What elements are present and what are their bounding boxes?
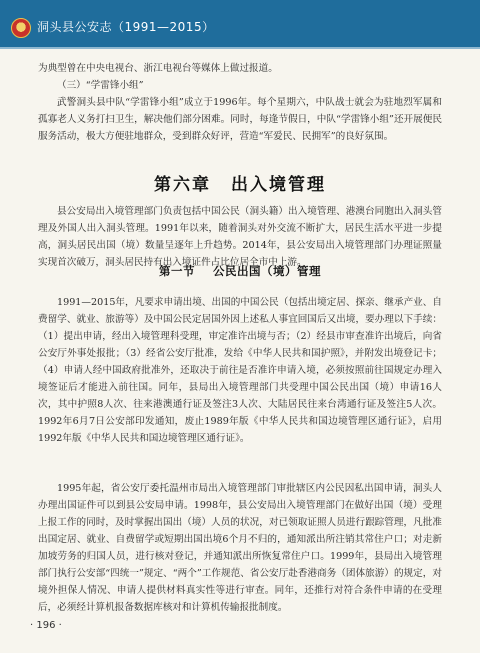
- paragraph-xuelei: 武警洞头县中队“学雷锋小组”成立于1996年。每个星期六，中队战士就会为驻地烈军属和孤寡老人义务打扫卫生，解决他们部分困难。同时，每逢节假日，中队“学雷锋小组”还开展便民服务活动，极大方便驻地群众，受到群众好评，营造“军爱民、民拥军”的良好氛围。: [38, 97, 442, 142]
- book-title: 洞头县公安志（1991—2015）: [37, 20, 215, 34]
- police-emblem-icon: [11, 18, 31, 38]
- chapter-number: 第六章: [154, 175, 211, 195]
- running-header: [0, 0, 480, 47]
- chapter-heading: [0, 170, 480, 195]
- section-number: 第一节: [159, 264, 195, 278]
- chapter-intro-paragraph: 县公安局出入境管理部门负责包括中国公民（洞头籍）出入境管理、港澳台同胞出入洞头管理及外国人出入洞头管理。1991年以来，随着洞头对外交流不断扩大，居民生活水平进一步提高，洞头居民出国（境）数量呈逐年上升趋势。2014年，县公安局出入境管理部门办理证照量实现首次破万，洞头居民持有出入境证件占比位居全市中上游。: [38, 206, 442, 268]
- section-heading: [0, 263, 480, 279]
- body-paragraph-2: 1995年起，省公安厅委托温州市局出入境管理部门审批辖区内公民因私出国申请，洞头人办理出国证件可以到县公安局申请。1998年，县公安局出入境管理部门在做好出国（境）受理上报工作的同时，及时掌握出国出（境）人员的状况，对已领取证照人员进行跟踪管理，凡批准出国定居、就业、自费留学或短期出国出境6个月不归的，通知派出所注销其常住户口；对走新加坡劳务的归国人员，进行核对登记，并通知派出所恢复常住户口。1999年，县局出入境管理部门执行公安部“四统一”规定、“两个”工作规范、省公安厅赴香港商务（团体旅游）的规定，对境外担保人情况、申请人提供材料真实性等进行审查。同年，还推行对符合条件申请的在受理后，必须经计算机报备数据库核对和计算机传输报批制度。: [38, 483, 442, 613]
- carry-over-line: 为典型曾在中央电视台、浙江电视台等媒体上做过报道。: [38, 63, 278, 74]
- subsection-heading: （三）“学雷锋小组”: [57, 80, 144, 91]
- section-title: 公民出国（境）管理: [213, 264, 321, 278]
- page-number: · 196 ·: [30, 620, 62, 631]
- body-paragraph-1: 1991—2015年，凡要求申请出境、出国的中国公民（包括出境定居、探亲、继承产业、自费留学、就业、旅游等）及中国公民定居国外因上述私人事宜回国后又出境，要办理以下手续：（1）提出申请，经出入境管理科受理，审定准许出境与否；（2）经县市审查准许出境后，向省公安厅外事处报批；（3）经省公安厅批准，发给《中华人民共和国护照》，并附发出境登记卡；（4）申请人经中国政府批准外，还取决于前往是否准许申请入境，必须按照前往国规定办理入境签证后才能进入前往国。同年，县局出入境管理部门共受理中国公民出国（境）申请16人次，其中护照8人次、往来港澳通行证及签注3人次、大陆居民往来台湾通行证及签注5人次。1992年6月7日公安部印发通知，废止1989年版《中华人民共和国边境管理区通行证》，启用1992年版《中华人民共和国边境管理区通行证》。: [38, 297, 442, 444]
- chapter-title: 出入境管理: [231, 175, 326, 195]
- header-divider: [0, 47, 480, 49]
